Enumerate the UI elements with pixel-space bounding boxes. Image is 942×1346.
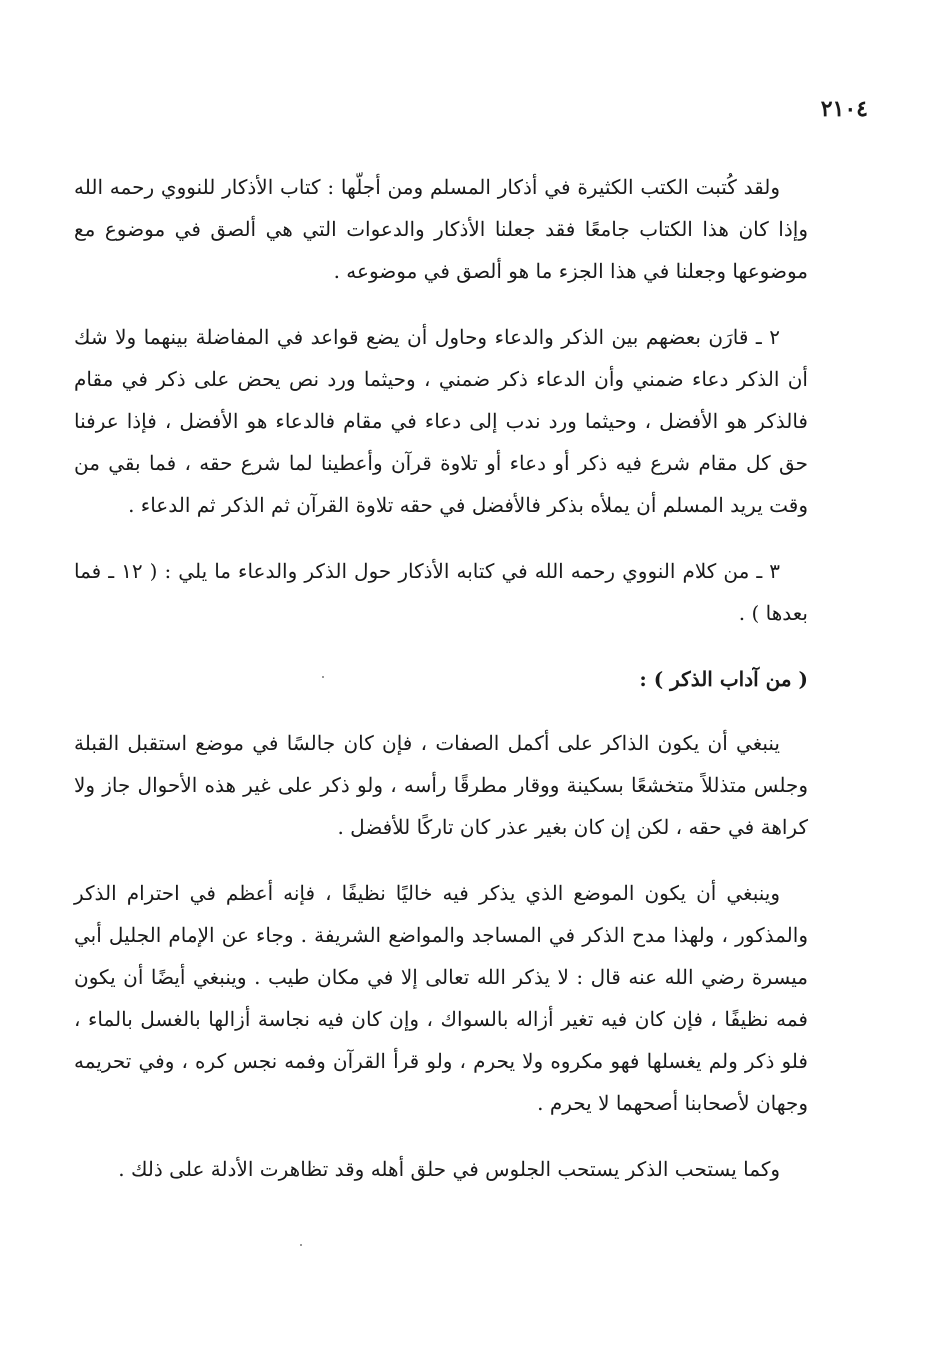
paragraph-etiquette-1: ينبغي أن يكون الذاكر على أكمل الصفات ، فإن كان جالسًا في موضع استقبل القبلة وجلس متذللاً متخشعًا بسكينة ووقار مطرقًا رأسه ، ولو ذكر على غير هذه الأحوال جاز ولا كراهة في حقه ، لكن إن كان بغير عذر كان تاركًا للأفضل . bbox=[74, 731, 808, 839]
section-heading: ( من آداب الذكر ) : bbox=[639, 667, 808, 691]
paragraph-etiquette-3: وكما يستحب الذكر يستحب الجلوس في حلق أهله وقد تظاهرت الأدلة على ذلك . bbox=[118, 1157, 780, 1181]
scan-speck bbox=[322, 676, 324, 678]
paragraph-etiquette-2: وينبغي أن يكون الموضع الذي يذكر فيه خاليًا نظيفًا ، فإنه أعظم في احترام الذكر والمذكور ، ولهذا مدح الذكر في المساجد والمواضع الشريفة . وجاء عن الإمام الجليل أبي ميسرة رضي الله عنه قال : لا يذكر الله تعالى إلا في مكان طيب . وينبغي أيضًا أن يكون فمه نظيفًا ، فإن كان فيه تغير أزاله بالسواك ، وإن كان فيه نجاسة أزالها بالغسل بالماء ، فلو ذكر ولم يغسلها فهو مكروه ولا يحرم ، ولو قرأ القرآن وفمه نجس كره ، وفي تحريمه وجهان لأصحابنا أصحهما لا يحرم . bbox=[74, 881, 808, 1115]
page-number: ٢١٠٤ bbox=[820, 96, 868, 122]
paragraph-intro: ولقد كُتبت الكتب الكثيرة في أذكار المسلم ومن أجلّها : كتاب الأذكار للنووي رحمه الله وإذا كان هذا الكتاب جامعًا فقد جعلنا الأذكار والدعوات التي هي ألصق في موضوع مع موضوعها وجعلنا في هذا الجزء ما هو ألصق في موضوعه . bbox=[74, 175, 808, 283]
paragraph-3-nawawi-quote: ٣ ـ من كلام النووي رحمه الله في كتابه الأذكار حول الذكر والدعاء ما يلي : ( ١٢ ـ فما بعدها ) . bbox=[74, 559, 808, 625]
scan-speck bbox=[300, 1244, 302, 1246]
paragraph-2-dhikr-vs-dua: ٢ ـ قارَن بعضهم بين الذكر والدعاء وحاول أن يضع قواعد في المفاضلة بينهما ولا شك أن الذكر دعاء ضمني وأن الدعاء ذكر ضمني ، وحيثما ورد نص يحض على ذكر في مقام فالذكر هو الأفضل ، وحيثما ورد ندب إلى دعاء في مقام فالدعاء هو الأفضل ، فإذا عرفنا حق كل مقام شرع فيه ذكر أو دعاء أو تلاوة قرآن وأعطينا لما شرع حقه ، فما بقي من وقت يريد المسلم أن يملأه بذكر فالأفضل في حقه تلاوة القرآن ثم الذكر ثم الدعاء . bbox=[74, 325, 808, 517]
page-body bbox=[74, 166, 808, 1214]
